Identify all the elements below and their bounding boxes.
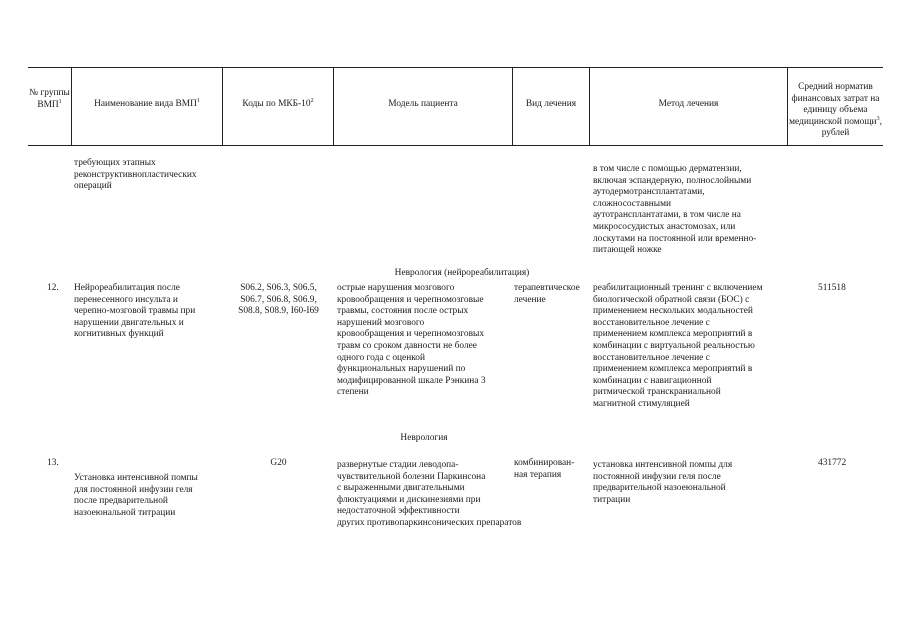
header-patient-model: Модель пациента [388,99,458,109]
row-12-icd-codes: S06.2, S06.3, S06.5, S06.7, S06.8, S06.9, S08.8, S08.9, I60-I69 [238,283,319,317]
section-title-neurology: Неврология [400,433,448,443]
header-group-number: № группы ВМП$^1$ [29,88,70,110]
table-top-border [28,67,883,68]
row-12-number: 12. [47,283,59,293]
header-vmp-name: Наименование вида ВМП$^1$ [94,97,200,109]
row-13-patient-model: развернутые стадии леводопа- чувствительной болезни Паркинсона с выраженными двигательными флюктуациями и дискинезиями при недостаточной эффективности других противопаркинсонических препаратов [337,460,522,528]
header-bottom-border [28,145,883,146]
header-treatment-method: Метод лечения [658,99,719,109]
continuation-treatment-method: в том числе с помощью дерматензии, включая эспандерную, полнослойными аутодермотрансплантатами, сложносоставными аутотрансплантатами, в том числе на микрососудистых анастомозах, или лоскутами на постоянной или временно- питающей ножке [593,164,757,256]
row-13-treatment-type: комбинирован- ная терапия [514,458,575,480]
row-13-treatment-method: установка интенсивной помпы для постоянной инфузии геля после предварительной назоеюнальной титрации [593,460,733,505]
continuation-vmp-name: требующих этапных реконструктивнопластических операций [74,158,197,192]
row-12-patient-model: острые нарушения мозгового кровообращения и черепномозговые травмы, состояния после острых нарушений мозгового кровообращения и черепномозговых травм со сроком давности не более одного года с оценкой функциональных нарушений по модифицированной шкале Рэнкина 3 степени [337,283,486,398]
row-13-icd-codes: G20 [270,458,287,468]
header-treatment-type: Вид лечения [525,99,577,109]
header-average-cost: Средний норматив финансовых затрат на единицу объема медицинской помощи$^3$, рублей [789,82,882,139]
header-icd-codes: Коды по МКБ-$10^2$ [242,97,314,109]
row-13-vmp-name: Установка интенсивной помпы для постоянной инфузии геля после предварительной назоеюнальной титрации [74,473,198,518]
row-13-number: 13. [47,458,59,468]
row-12-average-cost: 511518 [818,283,846,293]
row-12-vmp-name: Нейрореабилитация после перенесенного инсульта и черепно-мозговой травмы при нарушении двигательных и когнитивных функций [74,283,196,340]
row-12-treatment-type: терапевтическое лечение [514,283,580,305]
row-12-treatment-method: реабилитационный тренинг с включением биологической обратной связи (БОС) с применением нескольких модальностей восстановительное лечение с применением комплекса мероприятий в комбинации с виртуальной реальностью восстановительное лечение с применением комплекса мероприятий в комбинации с навигационной ритмической транскраниальной магнитной стимуляцией [593,283,763,409]
row-13-average-cost: 431772 [818,458,847,468]
section-title-neurorehabilitation: Неврология (нейрореабилитация) [394,268,530,278]
